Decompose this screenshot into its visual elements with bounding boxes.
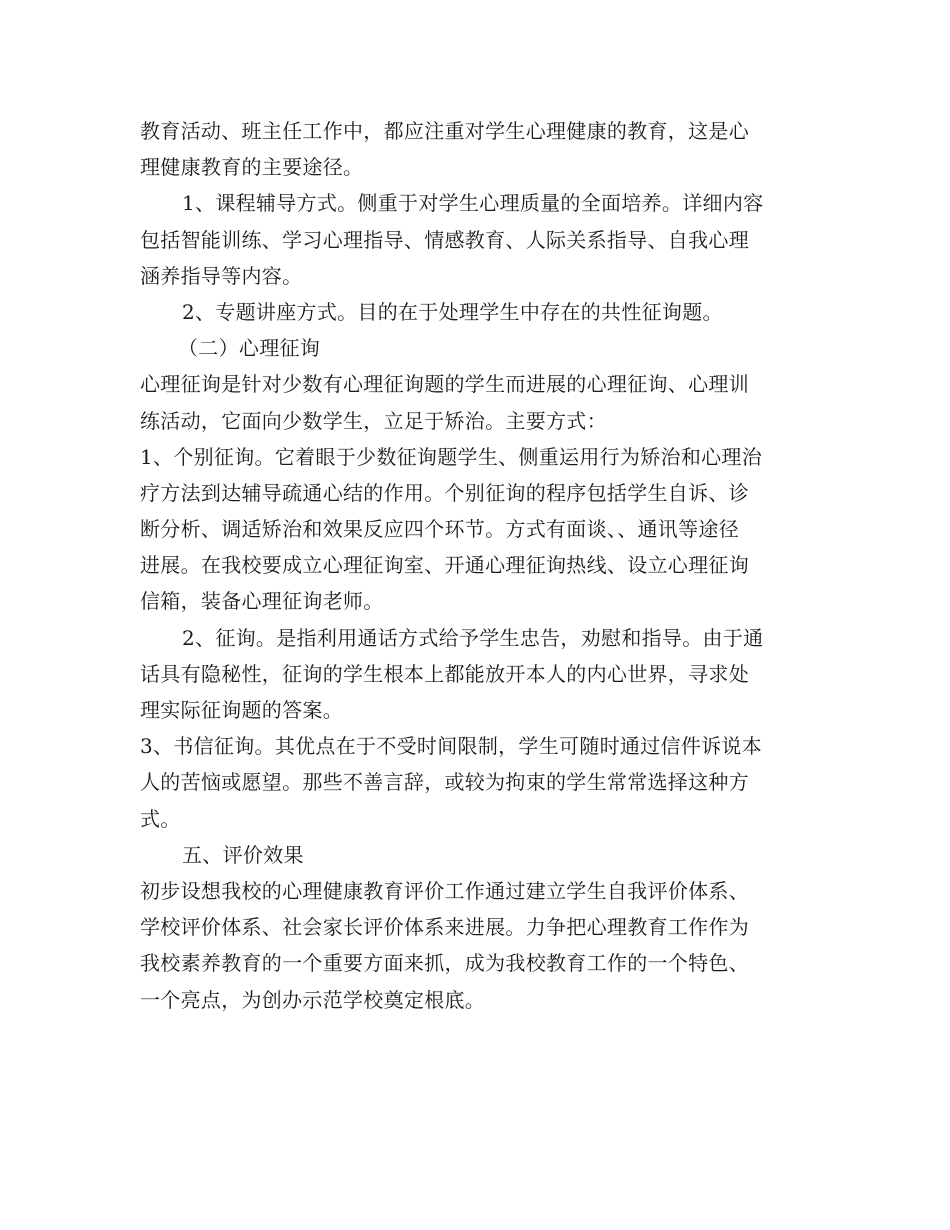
- text-line: 心理征询是针对少数有心理征询题的学生而进展的心理征询、心理训: [140, 372, 749, 397]
- text-line: 3、书信征询。其优点在于不受时间限制，学生可随时通过信件诉说本: [140, 734, 763, 759]
- text-line: 涵养指导等内容。: [140, 263, 303, 288]
- text-line: 疗方法到达辅导疏通心结的作用。个别征询的程序包括学生自诉、诊: [140, 480, 749, 505]
- text-line: 2、征询。是指利用通话方式给予学生忠告，劝慰和指导。由于通: [182, 625, 764, 650]
- text-line: 理健康教育的主要途径。: [140, 155, 364, 180]
- text-line: 学校评价体系、社会家长评价体系来进展。力争把心理教育工作作为: [140, 915, 749, 940]
- text-line: 教育活动、班主任工作中，都应注重对学生心理健康的教育，这是心: [140, 119, 749, 143]
- text-line: 式。: [140, 806, 181, 831]
- text-line: 初步设想我校的心理健康教育评价工作通过建立学生自我评价体系、: [140, 878, 749, 903]
- section-heading: 五、评价效果: [182, 842, 304, 867]
- text-line: 一个亮点，为创办示范学校奠定根底。: [140, 987, 486, 1012]
- text-line: 我校素养教育的一个重要方面来抓，成为我校教育工作的一个特色、: [140, 951, 749, 976]
- text-line: 断分析、调适矫治和效果反应四个环节。方式有面谈、、通讯等途径: [140, 517, 739, 542]
- text-line: 练活动，它面向少数学生，立足于矫治。主要方式：: [140, 408, 607, 433]
- text-line: 包括智能训练、学习心理指导、情感教育、人际关系指导、自我心理: [140, 227, 749, 252]
- document-body: [140, 113, 830, 1018]
- section-heading: （二）心理征询: [178, 336, 321, 361]
- text-line: 1、个别征询。它着眼于少数征询题学生、侧重运用行为矫治和心理治: [140, 444, 763, 469]
- text-line: 2、专题讲座方式。目的在于处理学生中存在的共性征询题。: [182, 299, 723, 324]
- text-line: 理实际征询题的答案。: [140, 698, 343, 722]
- text-line: 人的苦恼或愿望。那些不善言辞，或较为拘束的学生常常选择这种方: [140, 770, 749, 795]
- text-line: 话具有隐秘性，征询的学生根本上都能放开本人的内心世界，寻求处: [140, 661, 749, 686]
- text-line: 进展。在我校要成立心理征询室、开通心理征询热线、设立心理征询: [140, 553, 749, 578]
- text-line: 信箱，装备心理征询老师。: [140, 589, 384, 614]
- text-line: 1、课程辅导方式。侧重于对学生心理质量的全面培养。详细内容: [182, 191, 764, 216]
